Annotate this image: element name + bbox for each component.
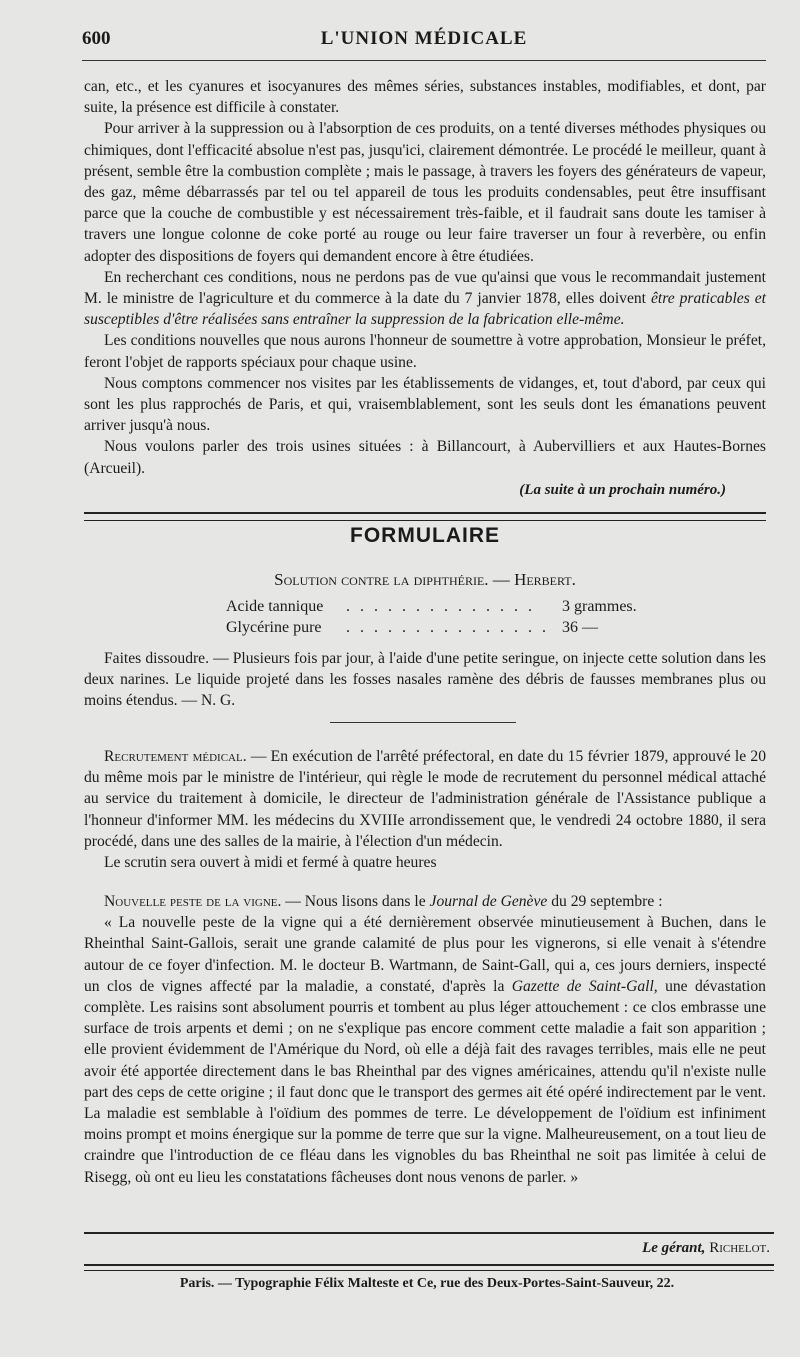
paragraph: Les conditions nouvelles que nous aurons l'honneur de soumettre à votre approbation, Monsieur le préfet, feront l'objet de rapports spéciaux pour chaque usine. — [84, 332, 766, 371]
printer-imprint: Paris. — Typographie Félix Malteste et Ce, rue des Deux-Portes-Saint-Sauveur, 22. — [179, 1276, 675, 1291]
italic-quote: être praticables et susceptibles d'être réalisées sans entraîner la suppression de la fabrication elle-même. — [84, 290, 766, 329]
article-peste — [84, 891, 766, 1188]
gerant-name: Richelot. — [709, 1240, 770, 1256]
gerant-signature — [84, 1240, 770, 1257]
section-heading: FORMULAIRE — [350, 524, 500, 547]
paragraph-text: — En exécution de l'arrêté préfectoral, en date du 15 février 1879, approuvé le 20 du même mois par le ministre de l'intérieur, qui règle le mode de recrutement du personnel médical attaché au service du traitement à domicile, le directeur de l'administration générale de l'Assistance publique a l'honneur d'informer MM. les médecins du XVIIIe arrondissement que, le vendredi 24 octobre 1880, il sera procédé, dans une des salles de la mairie, à l'élection d'un médecin. — [84, 748, 766, 850]
formula-author: Herbert. — [514, 570, 576, 589]
article-lead: Recrutement médical. — [104, 748, 247, 765]
journal-name: Journal de Genève — [429, 893, 548, 910]
ingredient-quantity: 3 grammes. — [562, 598, 637, 615]
page-header — [82, 22, 766, 56]
section-divider — [84, 512, 766, 521]
formula-instructions — [84, 648, 766, 712]
journal-name: Gazette de Saint-Gall, — [511, 977, 658, 995]
leader-dots: . . . . . . . . . . . . . . — [346, 598, 535, 615]
leader-dots: . . . . . . . . . . . . . . . — [346, 619, 549, 636]
page-number: 600 — [82, 28, 111, 49]
formula-title — [84, 570, 766, 590]
footer-rule — [84, 1232, 774, 1234]
article-continuation — [84, 76, 766, 499]
paragraph — [84, 891, 766, 912]
footer-double-rule — [84, 1264, 774, 1271]
paragraph-text: — Nous lisons dans le — [281, 893, 430, 910]
paragraph: Le scrutin sera ouvert à midi et fermé à quatre heures — [104, 854, 437, 872]
paragraph: Pour arriver à la suppression ou à l'absorption de ces produits, on a tenté diverses méthodes physiques ou chimiques, dont l'efficacité absolue n'est pas, jusqu'ici, clairement démontrée. Le procédé le meilleur, quant à présent, semble être la combustion complète ; mais le passage, à travers les foyers des générateurs de vapeur, des gaz, même débarrassés par tel ou tel appareil de tous les produits condensables, peut être insuffisant parce que la couche de combustible y est nécessairement très-faible, et il faudrait sans doute les tamiser à travers une longue colonne de coke porté au rouge ou leur faire traverser un four à reverbère, ou enfin adopter des dispositions de foyers qui demandent encore à être étudiées. — [84, 120, 766, 265]
paragraph: can, etc., et les cyanures et isocyanures des mêmes séries, substances instables, modifiables, et dont, par suite, la présence est difficile à constater. — [84, 78, 766, 117]
paragraph: Faites dissoudre. — Plusieurs fois par jour, à l'aide d'une petite seringue, on injecte cette solution dans les deux narines. Le liquide projeté dans les fosses nasales ramène des débris de fausses membranes plus ou moins étendus. — N. G. — [84, 650, 766, 710]
continued-note: (La suite à un prochain numéro.) — [519, 481, 726, 498]
paragraph-text: du 29 septembre : — [547, 893, 663, 910]
paragraph — [84, 267, 766, 331]
short-divider — [330, 722, 516, 723]
paragraph-text: une dévastation complète. Les raisins sont absolument pourris et tombent au plus léger attouchement : ce clos embrasse une surface de trois arpents et demi ; on ne s'explique pas encore comment cette maladie a fait son apparition ; elle provient évidemment de l'Amérique du Nord, où elle a déjà fait des ravages terribles, mais elle ne peut avoir été apportée directement dans le bas Rheinthal par des vignes américaines, attendu qu'il n'existe nulle part des ceps de cette origine ; il faut donc que le transport des germes ait été opéré indirectement par le vent. La maladie est semblable à l'oïdium des pommes de terre. Le développement de l'oïdium est infiniment moins prompt et moins énergique sur la pomme de terre que sur la vigne. Malheureusement, on a tout lieu de craindre que l'introduction de ce fléau dans les vignobles du bas Rheinthal ne soit pas limitée à celui de Risegg, où ont eu lieu les constatations fâcheuses dont nous venons de parler. » — [84, 977, 766, 1186]
running-title: L'UNION MÉDICALE — [320, 28, 528, 49]
paragraph — [84, 912, 766, 1188]
paragraph — [84, 746, 766, 852]
ingredient-row — [226, 598, 666, 619]
formula-name: Solution contre la diphthérie. — — [274, 570, 515, 589]
header-rule — [82, 60, 766, 61]
paragraph-text: « La nouvelle peste de la vigne qui a été dernièrement observée minutieusement à Buchen, dans le Rheinthal Saint-Gallois, serait une grande calamité de plus pour les vignerons, si elle venait à s'étendre autour de ce foyer d'infection. M. le docteur B. Wartmann, de Saint-Gall, qui a, ces jours derniers, inspecté un clos de vignes affecté par la maladie, a constaté, d'après la — [84, 914, 766, 995]
article-lead: Nouvelle peste de la vigne. — [104, 893, 282, 910]
article-recrutement — [84, 746, 766, 873]
ingredient-quantity: 36 — — [562, 619, 598, 636]
gerant-label: Le gérant, — [642, 1240, 706, 1256]
ingredient-list — [226, 598, 666, 640]
paragraph-text: En recherchant ces conditions, nous ne perdons pas de vue qu'ainsi que vous le recommandait justement M. le ministre de l'agriculture et du commerce à la date du 7 janvier 1878, elles doivent — [84, 268, 766, 308]
ingredient-name: Acide tannique — [226, 598, 324, 615]
paragraph: Nous voulons parler des trois usines situées : à Billancourt, à Aubervilliers et aux Hautes-Bornes (Arcueil). — [84, 438, 766, 477]
ingredient-row — [226, 619, 666, 640]
ingredient-name: Glycérine pure — [226, 619, 322, 636]
paragraph: Nous comptons commencer nos visites par les établissements de vidanges, et, tout d'abord, par ceux qui sont les plus rapprochés de Paris, et qui, vraisemblablement, sont les seuls dont les émanations peuvent arriver jusqu'à nous. — [84, 374, 766, 435]
